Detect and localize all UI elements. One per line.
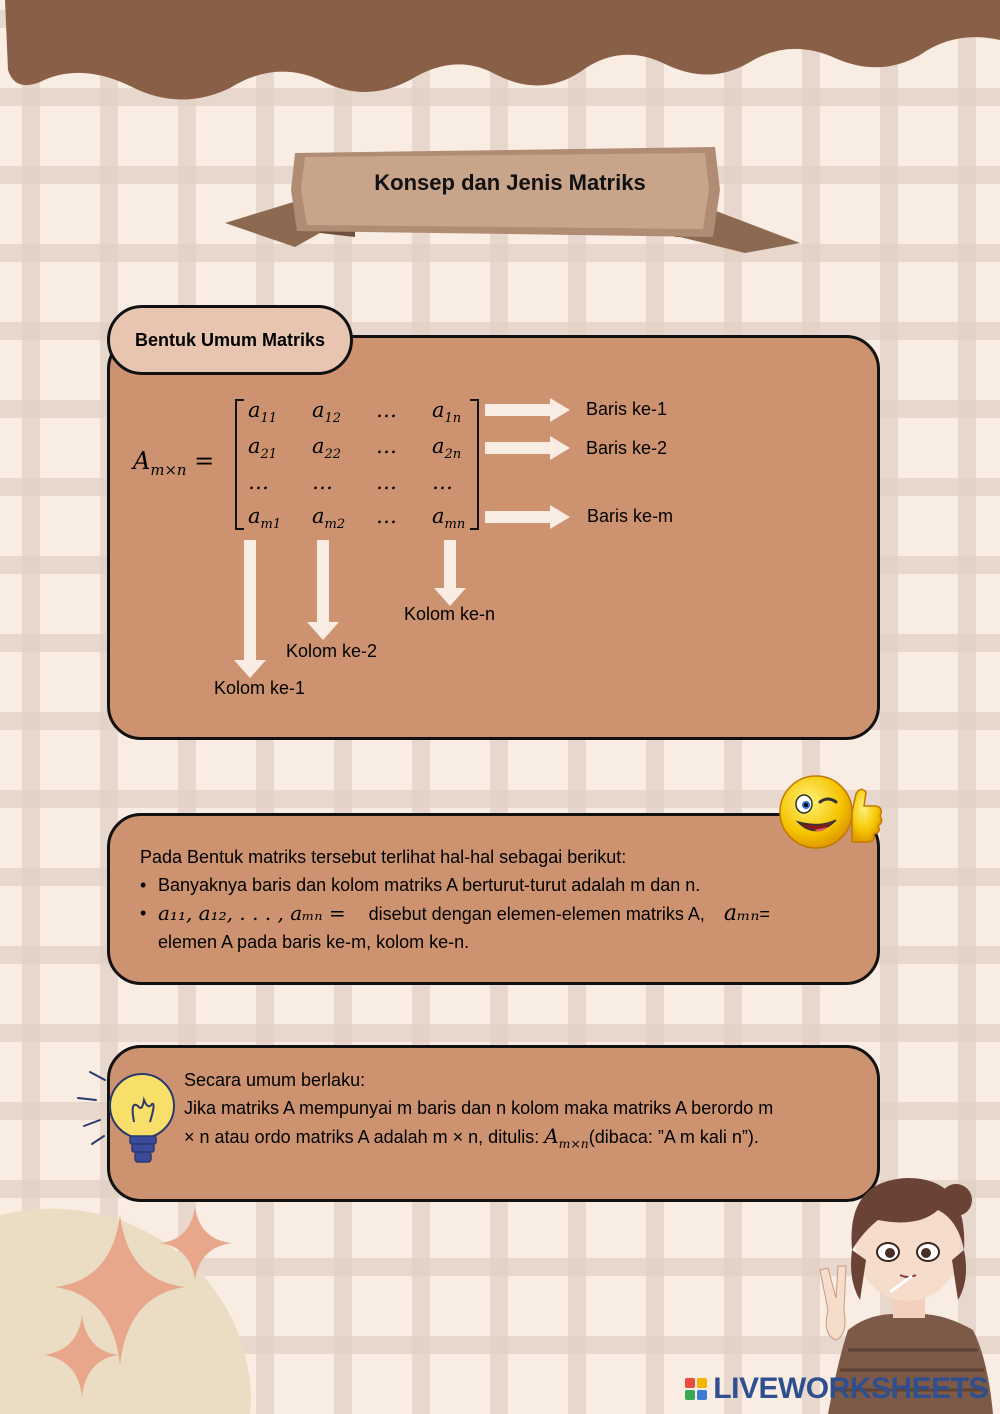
- explanation-text: [140, 843, 860, 956]
- matrix-entry: $a_{m2}$: [312, 504, 346, 533]
- matrix-entry: $a_{11}$: [248, 398, 278, 427]
- row-label-2: Baris ke-2: [586, 438, 668, 458]
- general-rule-line2: Jika matriks A mempunyai m baris dan n kolom maka matriks A berordo m: [184, 1098, 774, 1118]
- col-label-2: Kolom ke-2: [286, 641, 378, 661]
- row-label-1: Baris ke-1: [586, 399, 668, 419]
- matrix-entry: …: [376, 504, 397, 528]
- matrix-entry: $a_{m1}$: [248, 504, 282, 533]
- matrix-entry: …: [312, 470, 333, 494]
- matrix-lhs: $A_{m\times n}$ =: [133, 447, 215, 479]
- matrix-entry: $a_{2n}$: [432, 434, 462, 463]
- title-ribbon: [225, 145, 805, 260]
- general-rule-line3: × n atau ordo matriks A adalah m × n, ditulis: $A_{m\times n}(dibaca$: ”A m kali n”).: [184, 1124, 759, 1151]
- general-form-tab: Bentuk Umum Matriks: [107, 305, 353, 375]
- bullet-rows-cols: • Banyaknya baris dan kolom matriks A berturut-turut adalah m dan n.: [140, 871, 860, 899]
- matrix-entry: …: [376, 434, 397, 458]
- matrix-entry: …: [376, 470, 397, 494]
- lightbulb-icon: [70, 1060, 180, 1175]
- liveworksheets-logo-icon: [685, 1378, 707, 1400]
- matrix-entry: $a_{1n}$: [432, 398, 462, 427]
- explanation-intro: Pada Bentuk matriks tersebut terlihat hal-hal sebagai berikut:: [140, 847, 627, 867]
- page-title: Konsep dan Jenis Matriks: [374, 170, 646, 195]
- row-arrows: [485, 398, 580, 533]
- matrix-entry: $a_{mn}$: [432, 504, 466, 533]
- liveworksheets-watermark: LIVEWORKSHEETS: [685, 1372, 988, 1406]
- top-wave-decoration: [0, 0, 1000, 115]
- row-label-m: Baris ke-m: [587, 506, 674, 526]
- col-label-1: Kolom ke-1: [214, 678, 306, 698]
- col-label-n: Kolom ke-n: [404, 604, 496, 624]
- matrix-entry: $a_{21}$: [248, 434, 278, 463]
- wink-thumbs-up-emoji: [776, 772, 886, 854]
- general-rule-text: [184, 1066, 874, 1158]
- matrix-entry: …: [376, 398, 397, 422]
- matrix-entries: [240, 398, 475, 533]
- matrix-entry: …: [432, 470, 453, 494]
- matrix-entry: $a_{12}$: [312, 398, 342, 427]
- bullet-elements: • a₁₁, a₁₂, . . . , aₘₙ = disebut dengan elemen-elemen matriks A, aₘₙ= elemen A pada baris ke-m, kolom ke-n.: [140, 899, 860, 956]
- general-rule-line1: Secara umum berlaku:: [184, 1070, 366, 1090]
- bottom-left-decoration: [0, 1205, 300, 1414]
- matrix-entry: $a_{22}$: [312, 434, 342, 463]
- matrix-entry: …: [248, 470, 269, 494]
